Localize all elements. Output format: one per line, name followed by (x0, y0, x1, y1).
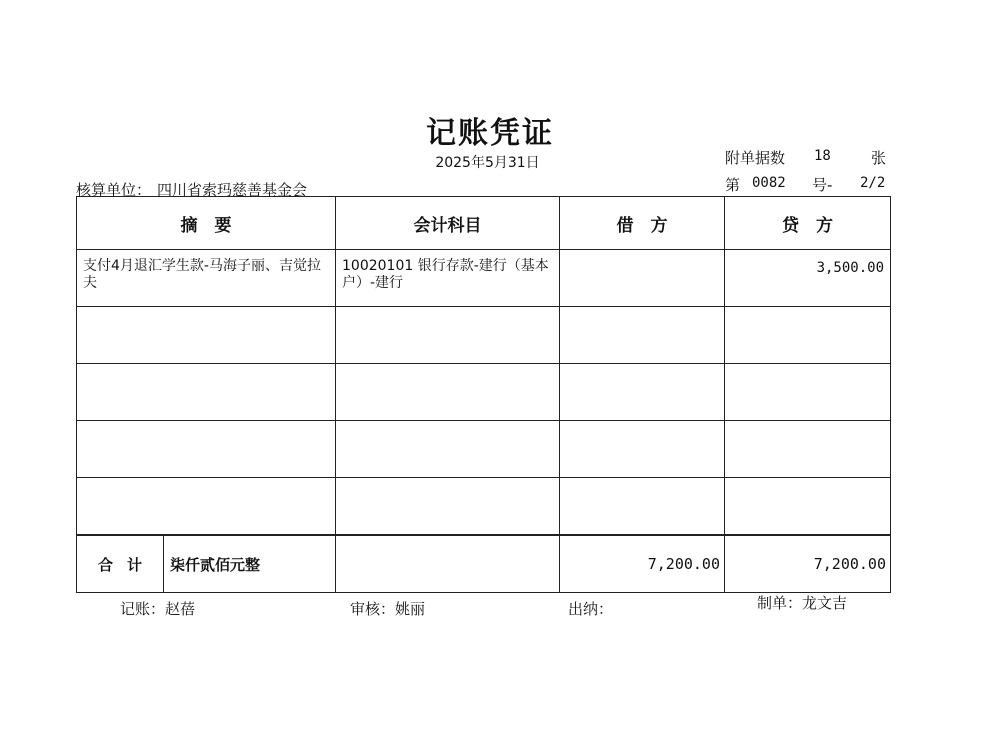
row-credit (725, 421, 890, 431)
total-credit-cell (725, 535, 891, 593)
total-amount-words: 柒仟贰佰元整 (170, 555, 261, 574)
row-account: 10020101 银行存款-建行（基本户）-建行 (342, 258, 549, 291)
total-credit: 7,200.00 (813, 555, 886, 573)
row-credit (725, 478, 890, 488)
row-credit-cell (725, 478, 891, 536)
cashier-label: 出纳： (568, 600, 614, 618)
row-summary-cell (77, 364, 336, 421)
bookkeeper-label: 记账： (120, 600, 166, 618)
row-summary (77, 364, 335, 372)
row-summary (77, 307, 335, 315)
row-debit (560, 250, 724, 260)
row-credit-cell (725, 421, 891, 478)
table-row (77, 421, 891, 478)
total-label-box (77, 536, 164, 592)
attachments-unit: 张 (871, 149, 887, 167)
row-debit-cell (560, 250, 725, 307)
voucher-number: 0082 (752, 175, 786, 191)
header-summary: 摘 要 (77, 197, 336, 250)
row-debit (560, 364, 724, 374)
row-debit (560, 421, 724, 431)
unit-name: 四川省索玛慈善基金会 (157, 181, 308, 199)
row-summary (77, 421, 335, 429)
preparer-label: 制单： (757, 594, 803, 612)
row-summary-cell (77, 421, 336, 478)
reviewer-label: 审核： (350, 600, 396, 618)
row-account-cell (336, 421, 560, 478)
row-account (336, 364, 559, 372)
header-credit: 贷 方 (725, 197, 891, 250)
table-row (77, 364, 891, 421)
voucher-number-prefix: 第 (725, 176, 741, 194)
table-header-row (77, 197, 891, 250)
row-account-cell (336, 250, 560, 307)
row-credit-cell (725, 307, 891, 364)
table-row (77, 478, 891, 536)
row-account (336, 478, 559, 486)
attachments-label: 附单据数 (725, 149, 786, 167)
voucher-title: 记账凭证 (426, 116, 554, 151)
row-credit-cell (725, 364, 891, 421)
total-debit: 7,200.00 (647, 555, 720, 573)
row-debit-cell (560, 421, 725, 478)
total-row (77, 535, 891, 593)
row-credit (725, 364, 890, 374)
row-debit-cell (560, 364, 725, 421)
voucher-page: 2/2 (860, 175, 886, 191)
voucher-number-suffix: 号- (812, 176, 833, 194)
unit-label: 核算单位： (76, 181, 152, 199)
row-account (336, 307, 559, 315)
row-debit (560, 307, 724, 317)
cashier-signature (568, 598, 613, 619)
reviewer-signature (350, 598, 425, 619)
preparer-signature (757, 592, 847, 613)
row-debit-cell (560, 307, 725, 364)
bookkeeper-name: 赵蓓 (165, 600, 196, 618)
total-label: 合计 (97, 555, 156, 574)
row-account-cell (336, 307, 560, 364)
bookkeeper-signature (120, 598, 195, 619)
header-account: 会计科目 (336, 197, 560, 250)
preparer-name: 龙文吉 (802, 594, 848, 612)
row-debit-cell (560, 478, 725, 536)
total-account-cell (336, 535, 560, 593)
total-debit-cell (560, 535, 725, 593)
table-row (77, 250, 891, 307)
header-debit: 借 方 (560, 197, 725, 250)
row-credit (725, 307, 890, 317)
table-row (77, 307, 891, 364)
attachments-count: 18 (814, 148, 831, 164)
row-summary: 支付4月退汇学生款-马海子丽、吉觉拉夫 (83, 258, 321, 291)
row-summary-cell (77, 478, 336, 536)
row-credit: 3,500.00 (816, 260, 884, 276)
total-label-cell (77, 535, 336, 593)
row-account (336, 421, 559, 429)
row-summary-cell (77, 250, 336, 307)
row-account-cell (336, 364, 560, 421)
voucher-table (76, 196, 891, 593)
row-account-cell (336, 478, 560, 536)
voucher-date: 2025年5月31日 (435, 155, 540, 171)
attachments-info (725, 147, 785, 168)
reviewer-name: 姚丽 (395, 600, 426, 618)
row-summary-cell (77, 307, 336, 364)
row-debit (560, 478, 724, 488)
row-summary (77, 478, 335, 486)
row-credit-cell (725, 250, 891, 307)
